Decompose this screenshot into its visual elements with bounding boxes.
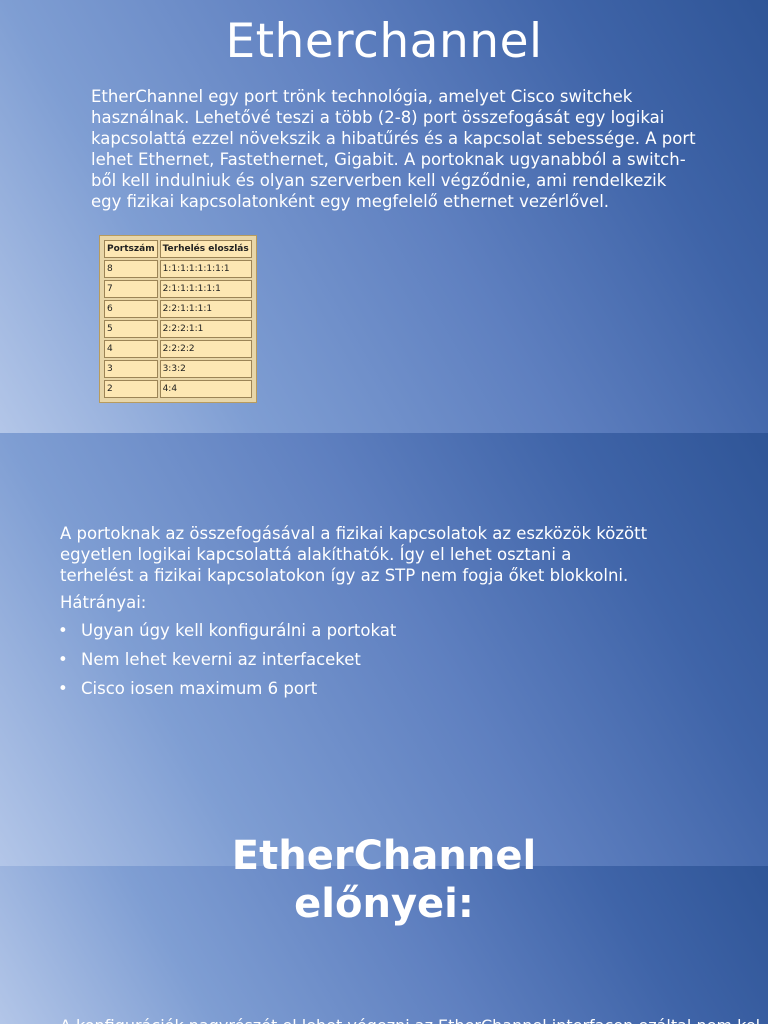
bullet-icon: • [58, 650, 68, 669]
slide-title: Etherchannel [225, 14, 543, 69]
cell-port-count: 6 [104, 300, 158, 318]
list-item-text: Ugyan úgy kell konfigurálni a portokat [81, 621, 397, 640]
list-item [58, 679, 396, 708]
table-row [104, 380, 252, 398]
cell-distribution: 2:2:2:1:1 [160, 320, 252, 338]
header-load-distribution: Terhelés eloszlás [160, 240, 252, 258]
list-item-text: Cisco iosen maximum 6 port [81, 679, 318, 698]
table-row [104, 300, 252, 318]
cell-port-count: 4 [104, 340, 158, 358]
cell-port-count: 5 [104, 320, 158, 338]
cell-port-count: 7 [104, 280, 158, 298]
load-distribution-table [99, 235, 257, 403]
table-row [104, 340, 252, 358]
slide-title [0, 832, 768, 928]
cell-port-count: 8 [104, 260, 158, 278]
list-item [58, 621, 396, 650]
cell-distribution: 4:4 [160, 380, 252, 398]
list-item [58, 650, 396, 679]
list-item-text: Nem lehet keverni az interfaceket [81, 650, 361, 669]
cell-distribution: 2:2:2:2 [160, 340, 252, 358]
body-paragraph: A portoknak az összefogásával a fizikai kapcsolatok az eszközök között egyetlen logikai kapcsolattá alakíthatók. Így el lehet osztani a terhelést a fizikai kapcsolatokon így az STP nem fogja őket blokkolni. [60, 524, 648, 585]
bullet-icon: • [58, 621, 68, 640]
drawbacks-list [58, 621, 396, 708]
title-line: előnyei: [294, 881, 474, 927]
title-line: EtherChannel [231, 833, 537, 879]
cell-distribution: 2:2:1:1:1:1 [160, 300, 252, 318]
table-row [104, 320, 252, 338]
slide-benefits [0, 833, 768, 1035]
intro-paragraph: EtherChannel egy port trönk technológia, amelyet Cisco switchek használnak. Lehetővé teszi a több (2-8) port összefogását egy logikai kapcsolattá ezzel növekszik a hibatűrés és a kapcsolat sebessége. A port lehet Ethernet, Fastethernet, Gigabit. A portoknak ugyanabból a switch-ből kell indulniuk és olyan szerverben kell végződnie, ami rendelkezik egy fizikai kapcsolatonként egy megfelelő ethernet vezérlővel. [91, 87, 696, 211]
table-row [104, 260, 252, 278]
cell-distribution: 2:1:1:1:1:1:1 [160, 280, 252, 298]
table-header-row [104, 240, 252, 258]
cell-distribution: 3:3:2 [160, 360, 252, 378]
slide-etherchannel [0, 0, 768, 433]
table-row [104, 360, 252, 378]
slide-advantages-drawbacks [0, 433, 768, 866]
cell-port-count: 2 [104, 380, 158, 398]
cell-port-count: 3 [104, 360, 158, 378]
drawbacks-label: Hátrányai: [60, 593, 147, 612]
table-row [104, 280, 252, 298]
bullet-icon: • [58, 679, 68, 698]
cell-distribution: 1:1:1:1:1:1:1:1 [160, 260, 252, 278]
header-port-count: Portszám [104, 240, 158, 258]
body-paragraph: A konfigurációk nagyrészét el lehet végezni az EtherChannel interfacen ezáltal nem kel [60, 1016, 761, 1035]
